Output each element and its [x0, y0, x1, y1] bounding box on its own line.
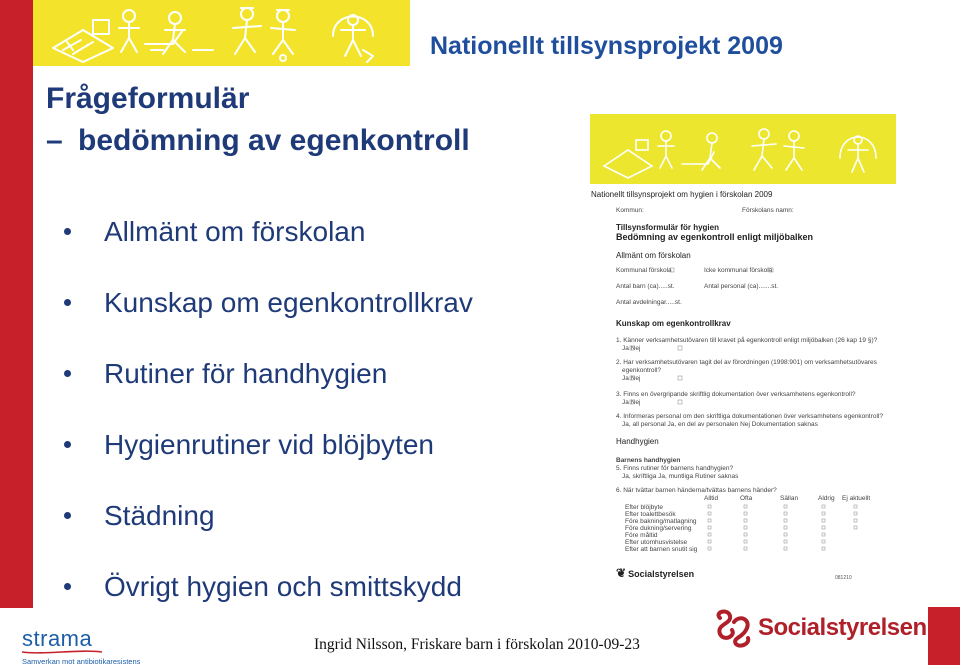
doc-question-5: 5. Finns rutiner för barnens handhygien? [616, 465, 734, 472]
list-item [64, 338, 584, 409]
socialstyrelsen-logo [712, 608, 927, 648]
doc-question-3: 3. Finns en övergripande skriftlig dokumentation över verksamhetens egenkontroll? [616, 391, 856, 398]
bullet-dot-icon [64, 370, 71, 377]
kids-drawing-illustration [33, 0, 410, 66]
doc-answer-1: Ja Nej [622, 345, 641, 352]
doc-forskola-label: Förskolans namn: [742, 207, 794, 214]
list-item [64, 196, 584, 267]
bullet-text: Övrigt hygien och smittskydd [104, 570, 462, 602]
kids-drawing-banner [33, 0, 410, 66]
thumbnail-logo-text: Socialstyrelsen [628, 569, 695, 579]
header-title: Nationellt tillsynsprojekt 2009 [430, 32, 783, 60]
doc-answer-2: Ja Nej [622, 375, 641, 382]
doc-form-name: Tillsynsformulär för hygien [616, 223, 719, 232]
right-red-bar [928, 607, 960, 665]
slide-subtitle-text: bedömning av egenkontroll [78, 124, 470, 157]
doc-number: 081210 [835, 575, 852, 581]
socialstyrelsen-name: Socialstyrelsen [758, 614, 927, 641]
doc-question-2: 2. Har verksamhetsutövaren tagit del av förordningen (1998:901) om verksamhetsutövares [616, 359, 877, 366]
doc-section-knowledge: Kunskap om egenkontrollkrav [616, 319, 731, 328]
doc-antal-personal: Antal personal (ca).......st. [704, 283, 779, 290]
doc-question-2-cont: egenkontroll? [622, 367, 662, 374]
doc-col-header: Alltid [704, 495, 719, 502]
list-item [64, 551, 584, 622]
doc-row-label: Före måltid [625, 532, 658, 539]
doc-section-general: Allmänt om förskolan [616, 251, 691, 260]
bullet-dot-icon [64, 299, 71, 306]
left-red-bar [0, 0, 33, 608]
doc-row-label: Före bakning/matlagning [625, 518, 697, 525]
slide-subtitle [46, 124, 470, 158]
bullet-text: Allmänt om förskolan [104, 215, 366, 247]
doc-row-label: Efter utomhusvistelse [625, 539, 688, 546]
bullet-text: Städning [104, 499, 215, 531]
strama-tagline: Samverkan mot antibiotikaresistens [22, 657, 141, 665]
footer-caption: Ingrid Nilsson, Friskare barn i förskolan 2010-09-23 [314, 636, 640, 653]
doc-col-header: Aldrig [818, 495, 835, 502]
doc-answer-5: Ja, skriftliga Ja, muntliga Rutiner saknas [622, 473, 739, 480]
doc-form-title: Bedömning av egenkontroll enligt miljöbalken [616, 232, 814, 242]
bullet-dot-icon [64, 441, 71, 448]
list-item [64, 267, 584, 338]
questionnaire-thumbnail [588, 114, 900, 592]
doc-row-label: Efter toalettbesök [625, 511, 676, 518]
bullet-text: Hygienrutiner vid blöjbyten [104, 428, 434, 460]
strama-swoosh-icon [22, 649, 102, 655]
doc-col-header: Ofta [740, 495, 753, 502]
doc-row-label: Efter att barnen snutit sig [625, 546, 698, 553]
doc-col-header: Ej aktuellt [842, 495, 871, 502]
bullet-text: Kunskap om egenkontrollkrav [104, 286, 473, 318]
doc-answer-3: Ja Nej [622, 399, 641, 406]
doc-section-barnens: Barnens handhygien [616, 457, 681, 464]
list-item [64, 480, 584, 551]
dash-icon: – [46, 124, 63, 157]
doc-kommunal-option: Kommunal förskola [616, 267, 672, 274]
doc-question-4: 4. Informeras personal om den skriftliga dokumentationen över verksamhetens egenkontroll? [616, 413, 884, 420]
doc-question-6: 6. När tvättar barnen händerna/tvättas barnens händer? [616, 487, 777, 494]
doc-row-label: Efter blöjbyte [625, 504, 663, 511]
socialstyrelsen-symbol-icon: ❦ [616, 566, 627, 580]
strama-logo [22, 626, 152, 665]
doc-answer-4: Ja, all personal Ja, en del av personalen Nej Dokumentation saknas [622, 421, 818, 428]
doc-antal-barn: Antal barn (ca).....st. [616, 283, 675, 290]
strama-name: strama [22, 626, 93, 651]
doc-kommun-label: Kommun: [616, 207, 644, 214]
doc-antal-avdelningar: Antal avdelningar.....st. [616, 299, 682, 306]
socialstyrelsen-symbol-icon [712, 608, 754, 648]
doc-row-label: Före dukning/servering [625, 525, 692, 532]
doc-section-handhygien: Handhygien [616, 437, 659, 446]
slide-title: Frågeformulär [46, 82, 250, 115]
doc-checkboxes [588, 114, 900, 592]
doc-question-1: 1. Känner verksamhetsutövaren till kravet på egenkontroll enligt miljöbalken (26 kap 19 §)? [616, 337, 878, 344]
list-item [64, 409, 584, 480]
bullet-dot-icon [64, 512, 71, 519]
bullet-dot-icon [64, 228, 71, 235]
doc-project-title: Nationellt tillsynsprojekt om hygien i förskolan 2009 [591, 190, 773, 199]
thumbnail-socialstyrelsen-logo [616, 566, 694, 580]
bullet-text: Rutiner för handhygien [104, 357, 388, 389]
bullet-list [64, 196, 584, 622]
bullet-dot-icon [64, 583, 71, 590]
doc-col-header: Sällan [780, 495, 799, 502]
doc-icke-kommunal-option: Icke kommunal förskola [704, 267, 773, 274]
